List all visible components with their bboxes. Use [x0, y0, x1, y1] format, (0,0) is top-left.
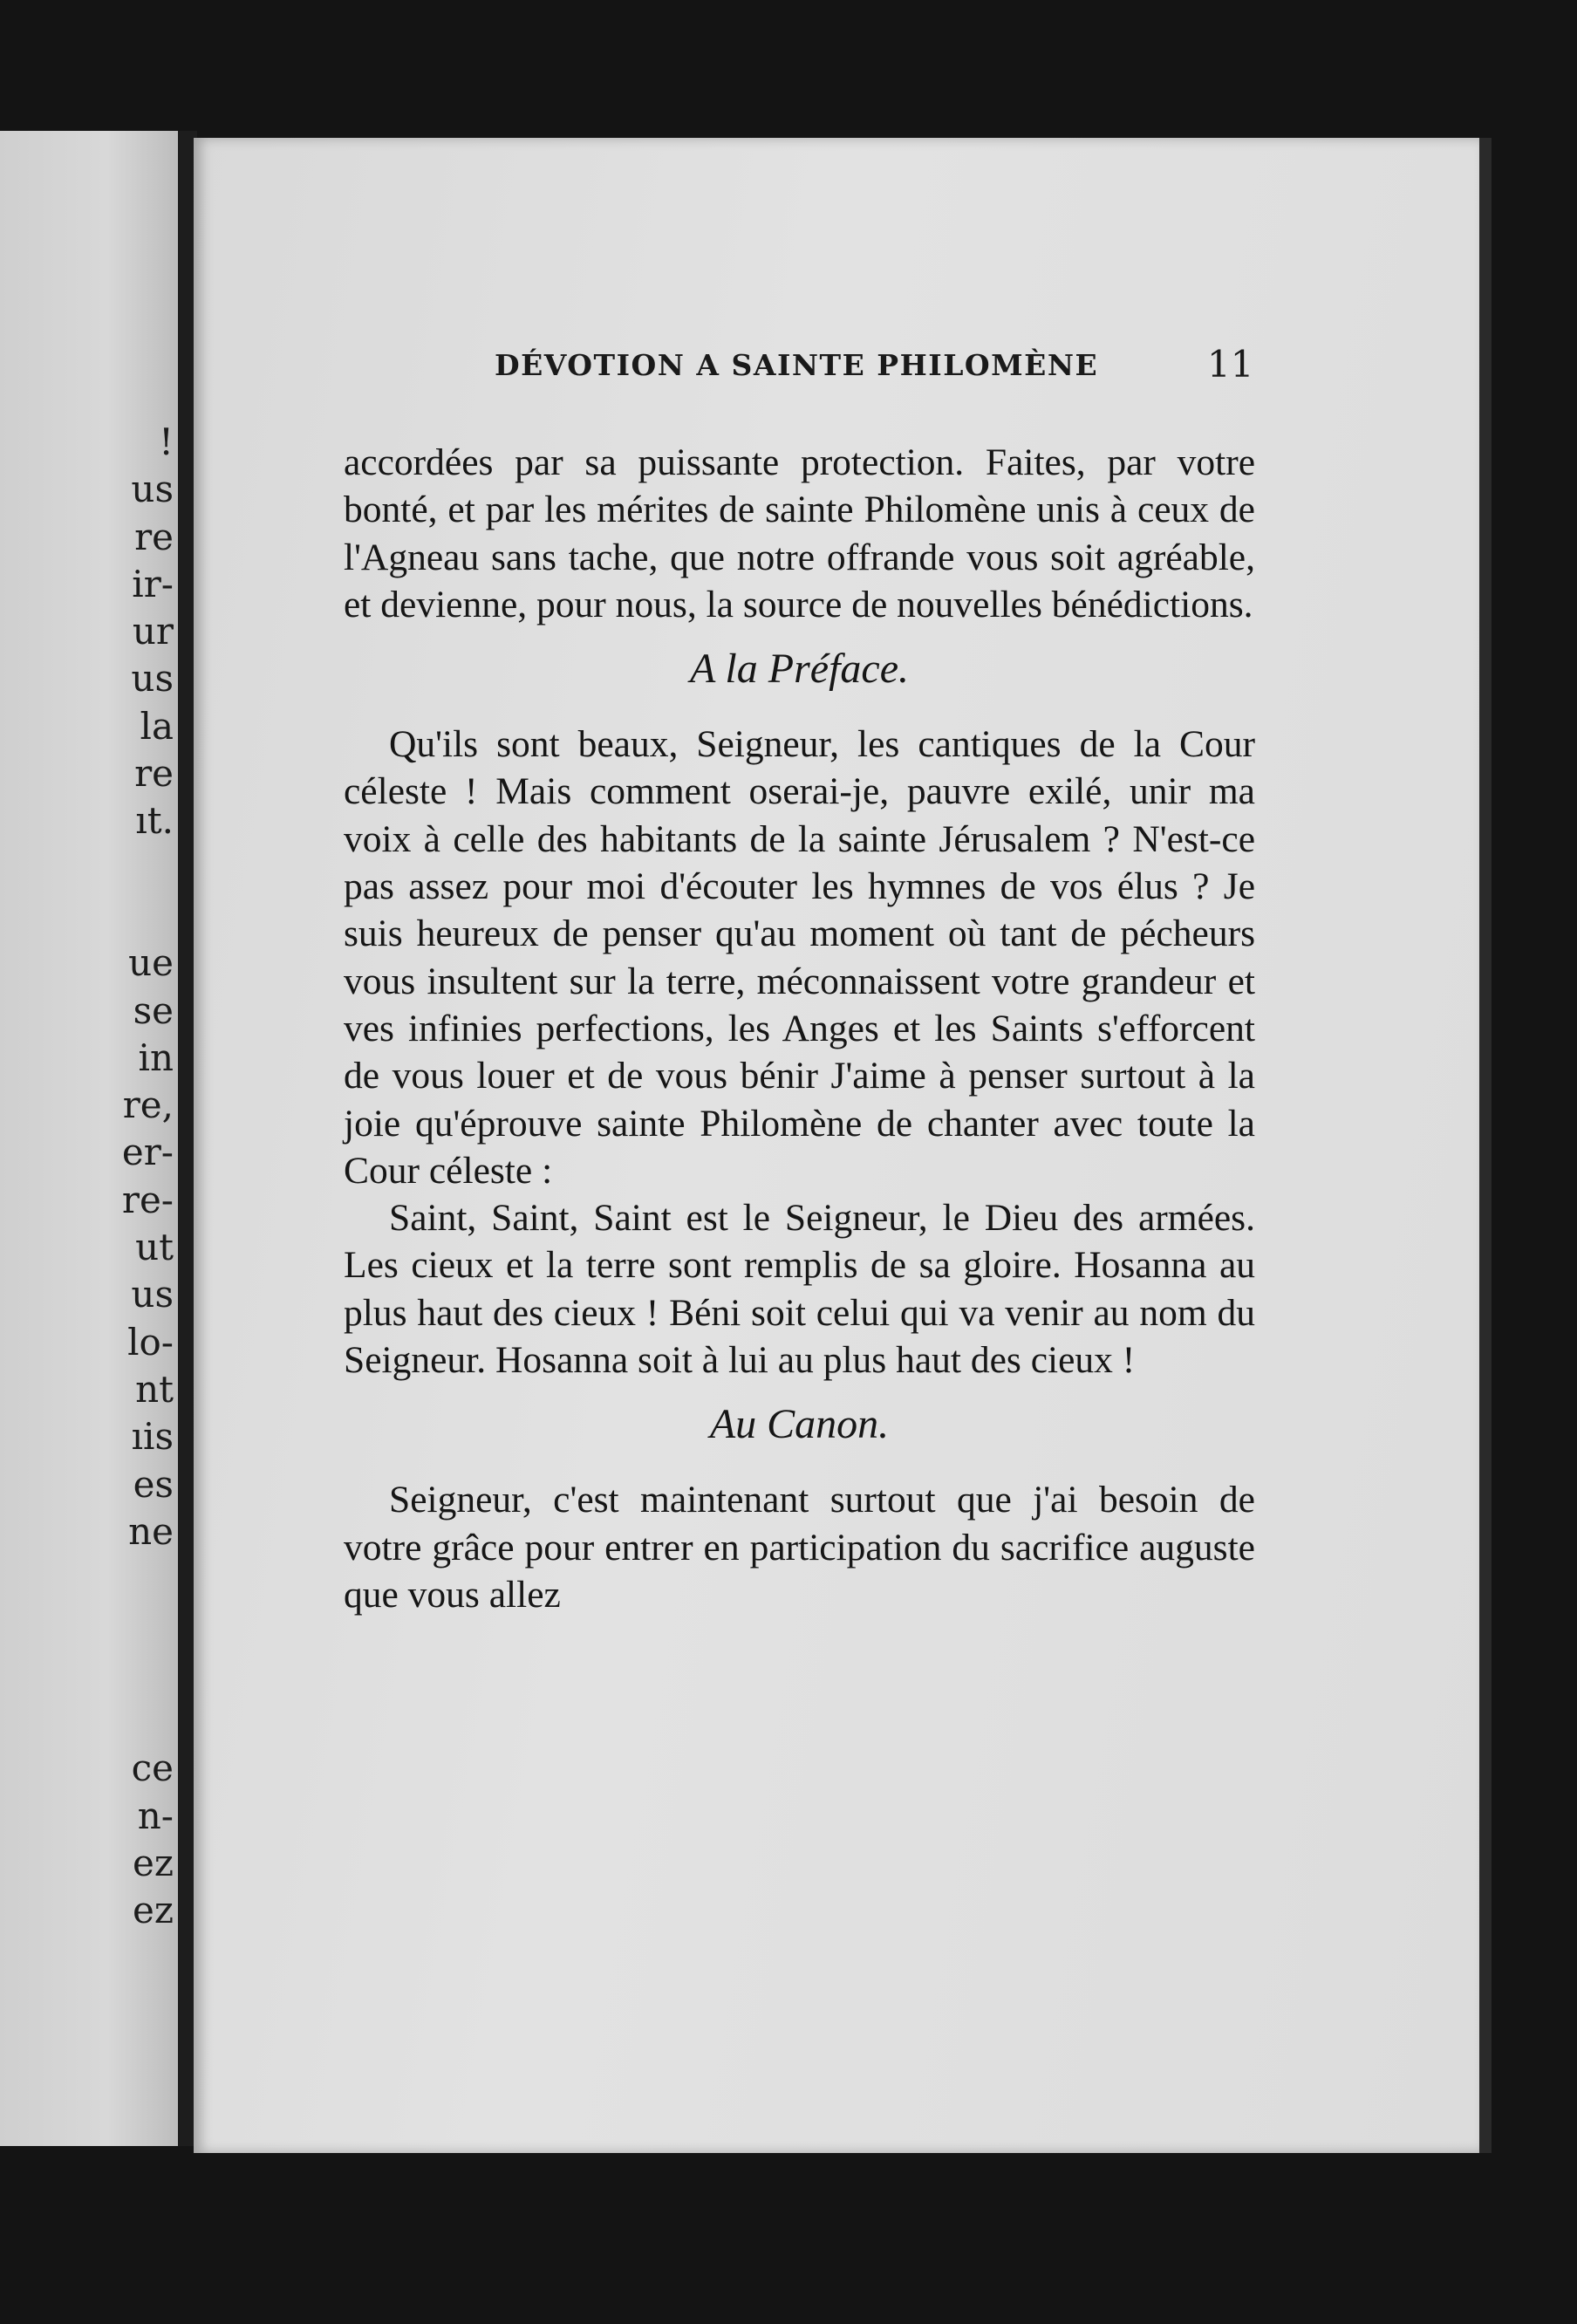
previous-page-fragment — [86, 1603, 174, 1650]
paragraph-preface: Qu'ils sont beaux, Seigneur, les cantiques de la Cour céleste ! Mais comment oserai-je, pauvre exilé, unir ma voix à celle des habitants de la sainte Jérusalem ? N'est-ce pas assez pour moi d'écouter les hymnes de vos élus ? Je suis heureux de penser qu'au moment où tant de pécheurs vous insultent sur la terre, méconnaissent votre grandeur et ves infinies perfections, les Anges et les Saints s'efforcent de vous louer et de vous bénir J'aime à penser surtout à la joie qu'éprouve sainte Philomène de chanter avec toute la Cour céleste : — [344, 723, 1255, 1192]
previous-page-fragment: er- — [121, 1131, 174, 1174]
previous-page-fragment: ! — [159, 420, 174, 463]
page-body — [344, 439, 1255, 1618]
running-title: DÉVOTION A SAINTE PHILOMÈNE — [495, 348, 1099, 382]
previous-page-fragment: us — [131, 1273, 174, 1316]
previous-page-fragment: es — [133, 1462, 174, 1506]
previous-page-fragment — [86, 1698, 174, 1745]
section-heading-canon: Au Canon. — [709, 1401, 890, 1448]
previous-page-fragment — [86, 1555, 174, 1603]
previous-page-fragment — [86, 1651, 174, 1698]
paragraph-canon: Seigneur, c'est maintenant surtout que j'ai besoin de votre grâce pour entrer en participation du sacrifice auguste que vous allez — [344, 1479, 1255, 1616]
previous-page-fragment: ıt. — [135, 799, 174, 843]
section-heading-preface: A la Préface. — [689, 646, 910, 693]
previous-page-fragment: ur — [132, 610, 174, 653]
previous-page-fragment: ez — [133, 1841, 174, 1884]
previous-page-fragment: in — [138, 1036, 174, 1079]
previous-page-fragment: la — [140, 704, 174, 748]
previous-page-fragment: ir- — [132, 562, 174, 605]
paragraph-offertory-end: accordées par sa puissante protection. Faites, par votre bonté, et par les mérites de sainte Philomène unis à ceux de l'Agneau sans tache, que notre offrande vous soit agréable, et devienne, pour nous, la source de nouvelles bénédictions. — [344, 441, 1255, 625]
previous-page-fragment: re- — [121, 1178, 174, 1221]
page-number: 11 — [1207, 343, 1254, 386]
previous-page-fragment — [86, 892, 174, 940]
previous-page-fragment: lo- — [127, 1320, 174, 1364]
previous-page-fragment: re — [134, 752, 174, 796]
previous-page-fragment: n- — [137, 1794, 174, 1837]
previous-page-fragment: us — [131, 468, 174, 511]
paragraph-sanctus: Saint, Saint, Saint est le Seigneur, le Dieu des armées. Les cieux et la terre sont remplis de sa gloire. Hosanna au plus haut des cieux ! Béni soit celui qui va venir au nom du Seigneur. Hosanna soit à lui au plus haut des cieux ! — [344, 1197, 1255, 1382]
book-page — [194, 138, 1492, 2153]
previous-page-fragment: nt — [135, 1367, 174, 1411]
previous-page-fragment: ne — [128, 1509, 174, 1553]
previous-page-fragment: re, — [122, 1083, 174, 1127]
previous-page-fragment — [86, 845, 174, 892]
previous-page-fragment: ue — [128, 941, 174, 985]
previous-page-fragment: ut — [135, 1226, 174, 1269]
previous-page-fragment: us — [131, 657, 174, 701]
previous-page-text-fragments — [86, 419, 174, 1935]
running-head — [194, 343, 1479, 395]
previous-page-fragment: se — [133, 988, 174, 1032]
previous-page-fragment: re — [134, 515, 174, 558]
previous-page-fragment: ez — [133, 1889, 174, 1932]
previous-page-edge — [0, 131, 179, 2146]
previous-page-fragment: ce — [131, 1746, 174, 1790]
previous-page-fragment: ıis — [131, 1415, 174, 1459]
